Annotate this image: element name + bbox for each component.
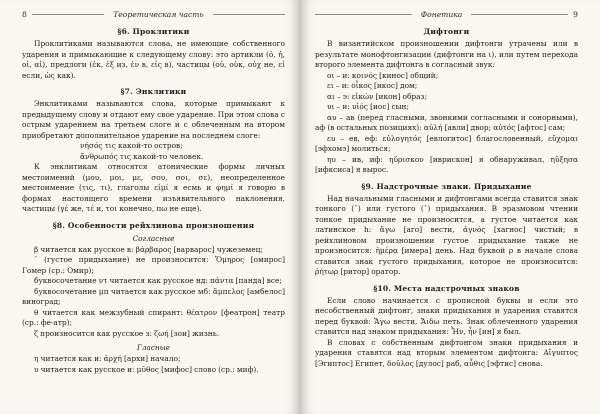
rule-line: ζ произносится как русское з: ζωή [зои] жизнь.: [34, 328, 220, 338]
paragraph: В словах с собственным дифтонгом знаки придыхания и ударения ставятся над вторым элементом дифтонга: Αἴγυπτος [Эгиптос] Египет, δοῦλος [дулос] раб, αὖθις [эфтис] снова.: [315, 337, 578, 368]
rule-line: η читается как и: ἀρχή [архи] начало;: [34, 354, 181, 364]
header-rule: [32, 14, 104, 15]
paragraph: Над начальными гласными и дифтонгами всегда ставится знак тонкого (᾿) или густого (῾) придыхания. В эразмовом чтении тонкое придыхание не произносится, а густое читается как латинское h: ἄγω [аго] вести, ἁγνός [хагнос] чистый; в рейхлиновом произношении густое придыхание также не произносится: ἡμέρα [имера] день. Над буквой ρ в начале слова ставится знак густого придыхания, которое не произносится: ῥήτωρ [ритор] оратор.: [315, 193, 578, 277]
header-rule: [213, 14, 285, 15]
rule-line: ευ – ев, еф: εὐλογητός [евлогитос] благословенный, εὔχομαι [эфхомэ] молиться;: [315, 133, 578, 154]
section-heading: §7. Энклитики: [120, 87, 187, 97]
rule-line: буквосочетание ντ читается как русское нд: πάντα [панда] все;: [34, 276, 282, 286]
running-head-right: [315, 10, 578, 19]
section-heading: Дифтонги: [423, 27, 470, 36]
header-rule: [315, 14, 412, 15]
rule-line: αυ – ав (перед гласными, звонкими согласными и сонорными), аф (в остальных позициях): αὐλή [авли] двор; αὐτός [афтос] сам;: [315, 112, 578, 133]
section-heading: §10. Места надстрочных знаков: [373, 283, 520, 293]
paragraph: К энклитикам относятся атонические формы личных местоимений (μου, μοι, με, σου, σοι, σε), неопределенное местоимение (τις, τι), глаголы εἰμί я есмь и φημί я говорю в формах настоящего времени изъявительного наклонения, частицы (γέ же, τέ и, τοι конечно, πω не еще).: [22, 162, 285, 214]
rule-line: буквосочетание μπ читается как русское мб: ἄμπελος [амбелос] виноград;: [22, 286, 285, 307]
header-rule: [471, 14, 568, 15]
paragraph: Если слово начинается с прописной буквы и если это несобственный дифтонг, знаки придыхания и ударения ставятся перед буквой: Ἄγω вести, Ἄιδω петь. Знак облеченного ударения ставится над знаком придыхания: Ἦν, ἦν [ин] я был.: [315, 295, 578, 337]
paragraph: Энклитиками называются слова, которые примыкают к предыдущему слову и отдают ему свое ударение. При этом слова с острым ударением на третьем слоге и с облеченным на втором приобретают дополнительное ударение на последнем слоге:: [22, 99, 285, 140]
subheading: Гласные: [137, 343, 170, 353]
page-number: 8: [22, 10, 27, 19]
paragraph: В византийском произношении дифтонги утрачены или в результате монофтонгизации (дифтонги на ι), или путем перехода второго элемента дифтонга в согласный звук:: [315, 39, 578, 70]
rule-line: ηυ – ив, иф: ηὕρισκον [иврискон] я обнаруживал, ηὔξησα [ифксиса] я вырос.: [315, 154, 578, 175]
rule-line: ῾ (густое придыхание) не произносится: Ὅμηρος [омирос] Гомер (ср.: Омир);: [22, 255, 285, 275]
rule-line: υ читается как русское и: μῦθος [мифос] слово (ср.: миф).: [34, 364, 259, 374]
running-title: Фонетика: [420, 10, 463, 19]
example-line: ἄνθρωπός τις какой-то человек.: [80, 151, 204, 161]
section-heading: §6. Проклитики: [117, 27, 190, 36]
rule-line: υι – и: υἱός [иос] сын;: [327, 102, 409, 112]
rule-line: οι – и: κοινός [кинос] общий;: [327, 70, 439, 80]
example-line: νήσός τις какой-то остров;: [80, 141, 183, 151]
rule-line: θ читается как межзубный спирант: θέατρον [феатрон] театр (ср.: фе-атр);: [22, 307, 285, 328]
rule-line: αι – э: εἰκών [икон] образ;: [327, 91, 428, 101]
paragraph: Проклитиками называются слова, не имеющие собственного ударения и примыкающие к следующему слову: это артикли (ὁ, ἡ, οἱ, αἱ), предлоги (ἐκ, ἐξ из, ἐν в, εἰς в), частицы (οὐ, οὐκ, οὐχ не, εἰ если, ὡς как).: [22, 39, 285, 80]
subheading: Согласные: [132, 233, 175, 243]
section-heading: §9. Надстрочные знаки. Придыхание: [361, 181, 532, 191]
running-title: Теоретическая часть: [113, 10, 204, 19]
rule-line: ει – и: οἶκος [икос] дом;: [327, 81, 418, 91]
right-page: [300, 0, 600, 414]
rule-line: β читается как русское в: βάρβαρος [варварос] чужеземец;: [34, 244, 263, 254]
page-number: 9: [573, 10, 578, 19]
section-heading: §8. Особенности рейхлинова произношения: [52, 220, 255, 230]
running-head-left: [22, 10, 285, 19]
